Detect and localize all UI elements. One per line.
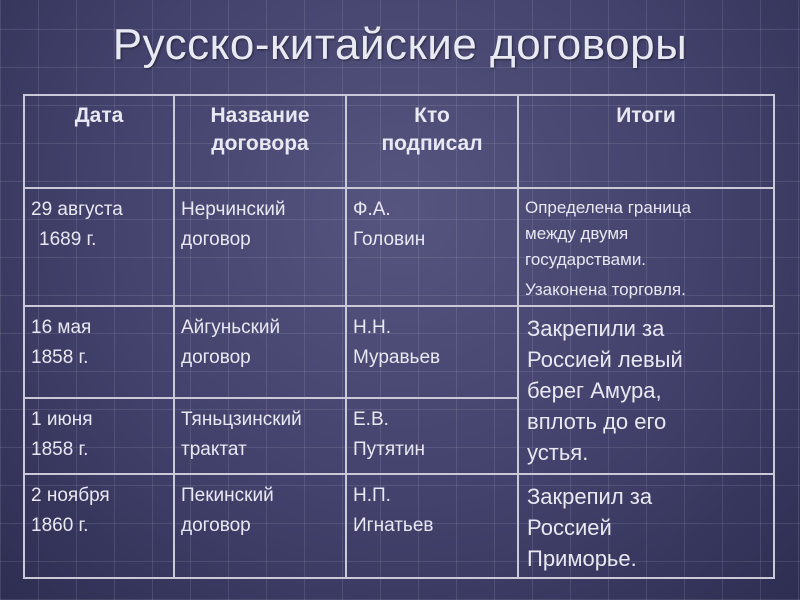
cell-name: Тяньцзинский трактат	[174, 398, 346, 474]
table-row	[24, 188, 774, 306]
cell-results: Определена граница между двумя государствами. Узаконена торговля.	[518, 188, 774, 306]
cell-name: Нерчинский договор	[174, 188, 346, 306]
cell-date: 29 августа 1689 г.	[24, 188, 174, 306]
header-results: Итоги	[518, 95, 774, 188]
cell-date: 1 июня 1858 г.	[24, 398, 174, 474]
table-header-row	[24, 95, 774, 188]
cell-name: Пекинский договор	[174, 474, 346, 578]
cell-date: 16 мая 1858 г.	[24, 306, 174, 398]
table-row	[24, 474, 774, 578]
table-row	[24, 306, 774, 398]
cell-results: Закрепил за Россией Приморье.	[518, 474, 774, 578]
header-name: Название договора	[174, 95, 346, 188]
cell-signer: Н.П. Игнатьев	[346, 474, 518, 578]
cell-date: 2 ноября 1860 г.	[24, 474, 174, 578]
header-signer: Кто подписал	[346, 95, 518, 188]
treaties-table	[23, 94, 775, 579]
cell-signer: Н.Н. Муравьев	[346, 306, 518, 398]
cell-signer: Е.В. Путятин	[346, 398, 518, 474]
cell-signer: Ф.А. Головин	[346, 188, 518, 306]
header-date: Дата	[24, 95, 174, 188]
cell-results-merged: Закрепили за Россией левый берег Амура, вплоть до его устья.	[518, 306, 774, 474]
page-title: Русско-китайские договоры	[112, 20, 688, 69]
cell-name: Айгуньский договор	[174, 306, 346, 398]
